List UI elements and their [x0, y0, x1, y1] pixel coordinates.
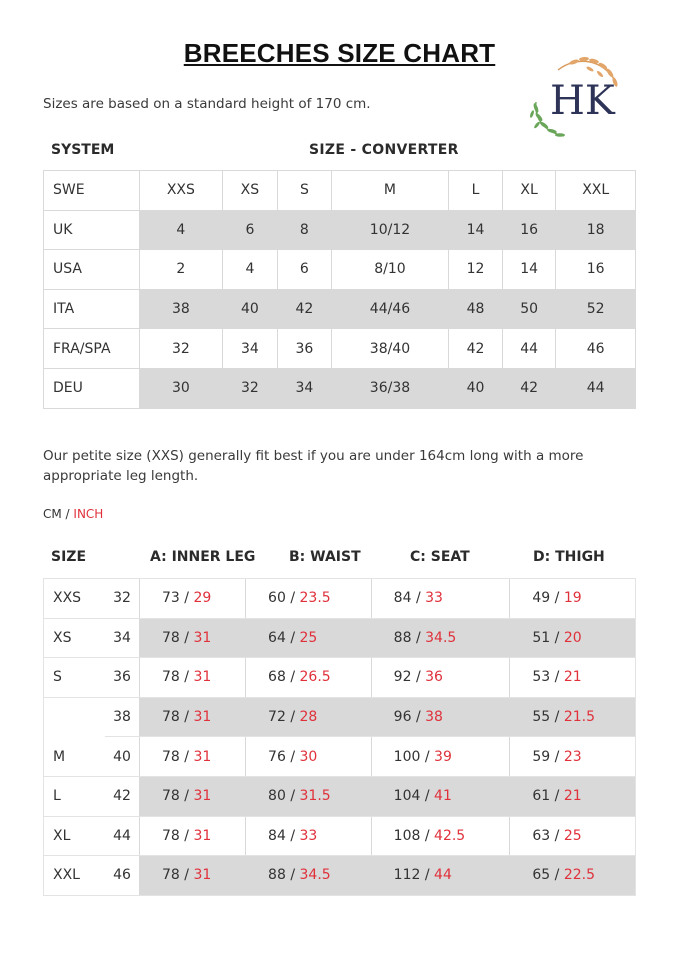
unit-separator: / — [411, 709, 426, 726]
converter-cell: 4 — [140, 210, 223, 250]
converter-title: SIZE - CONVERTER — [309, 142, 459, 158]
seat-cell — [371, 697, 510, 737]
unit-separator: / — [179, 827, 194, 844]
converter-cell: 50 — [502, 289, 556, 329]
converter-cell: M — [331, 171, 449, 211]
converter-cell: 32 — [140, 329, 223, 369]
converter-cell: S — [278, 171, 332, 211]
cm-value: 78 — [162, 788, 180, 805]
size-label: L — [44, 776, 106, 816]
inch-value: 28 — [299, 709, 318, 726]
inch-value: 23.5 — [299, 590, 331, 607]
cm-value: 78 — [162, 709, 180, 726]
waist-cell — [246, 776, 372, 816]
logo-text: HK — [550, 78, 615, 124]
measurement-table — [43, 578, 636, 896]
converter-cell: XXS — [140, 171, 223, 211]
inch-value: 33 — [299, 827, 318, 844]
unit-separator: / — [550, 629, 564, 646]
converter-cell: 14 — [449, 210, 503, 250]
converter-row — [44, 368, 636, 408]
inch-value: 31 — [193, 867, 212, 884]
inch-value: 31 — [193, 669, 212, 686]
inch-value: 22.5 — [563, 867, 595, 884]
waist-header: B: WAIST — [289, 549, 361, 565]
cm-value: 80 — [268, 788, 286, 805]
seat-cell — [371, 658, 510, 698]
thigh-cell — [510, 737, 636, 777]
cm-value: 64 — [268, 629, 286, 646]
unit-separator: / — [285, 669, 300, 686]
cm-value: 59 — [532, 748, 551, 765]
converter-cell: 8 — [278, 210, 332, 250]
converter-cell: 40 — [222, 289, 277, 329]
converter-cell: XL — [502, 171, 556, 211]
unit-separator: / — [420, 867, 435, 884]
size-converter-table — [43, 170, 636, 409]
unit-separator: / — [411, 629, 426, 646]
page-title: BREECHES SIZE CHART — [183, 38, 496, 68]
cm-value: 78 — [162, 748, 180, 765]
system-label: DEU — [44, 368, 140, 408]
converter-row — [44, 289, 636, 329]
seat-cell — [371, 618, 510, 658]
unit-separator: / — [550, 788, 564, 805]
inch-value: 21 — [563, 788, 582, 805]
inch-value: 31 — [193, 709, 212, 726]
units-inch: INCH — [73, 507, 104, 521]
units-cm: CM — [43, 507, 62, 521]
system-header: SYSTEM — [51, 142, 115, 158]
unit-separator: / — [285, 590, 300, 607]
inch-value: 33 — [425, 590, 443, 607]
units-sep: / — [61, 507, 74, 521]
thigh-cell — [510, 658, 636, 698]
inner-leg-header: A: INNER LEG — [150, 549, 256, 565]
inch-value: 34.5 — [425, 629, 457, 646]
converter-cell: 44/46 — [331, 289, 449, 329]
converter-row — [44, 210, 636, 250]
converter-cell: 36 — [278, 329, 332, 369]
measurement-header — [43, 546, 636, 572]
cm-value: 51 — [532, 629, 551, 646]
unit-separator: / — [285, 709, 300, 726]
measurement-row — [44, 856, 636, 896]
converter-cell: 4 — [222, 250, 277, 290]
converter-row — [44, 329, 636, 369]
eu-size: 32 — [105, 579, 140, 619]
converter-cell: 18 — [556, 210, 636, 250]
size-label: XS — [44, 618, 106, 658]
unit-separator: / — [179, 748, 194, 765]
converter-cell: 46 — [556, 329, 636, 369]
size-label — [44, 717, 106, 757]
cm-value: 78 — [162, 629, 180, 646]
converter-cell: 16 — [556, 250, 636, 290]
converter-row — [44, 171, 636, 211]
inner-leg-cell — [140, 737, 246, 777]
converter-cell: 32 — [222, 368, 277, 408]
converter-cell: XXL — [556, 171, 636, 211]
unit-separator: / — [550, 827, 564, 844]
inch-value: 19 — [563, 590, 582, 607]
waist-cell — [246, 579, 372, 619]
converter-cell: 12 — [449, 250, 503, 290]
unit-separator: / — [550, 748, 564, 765]
thigh-cell — [510, 697, 636, 737]
inch-value: 44 — [434, 867, 452, 884]
measurement-row — [44, 776, 636, 816]
eu-size: 44 — [105, 816, 140, 856]
cm-value: 78 — [162, 867, 180, 884]
converter-cell: 10/12 — [331, 210, 449, 250]
cm-value: 68 — [268, 669, 286, 686]
eu-size: 34 — [105, 618, 140, 658]
waist-cell — [246, 856, 372, 896]
eu-size: 40 — [105, 737, 140, 777]
cm-value: 55 — [532, 709, 551, 726]
inch-value: 25 — [563, 827, 582, 844]
cm-value: 53 — [532, 669, 551, 686]
converter-cell: 48 — [449, 289, 503, 329]
system-label: ITA — [44, 289, 140, 329]
converter-cell: 6 — [222, 210, 277, 250]
measurement-row — [44, 816, 636, 856]
inch-value: 41 — [434, 788, 452, 805]
eu-size: 42 — [105, 776, 140, 816]
inch-value: 21.5 — [563, 709, 595, 726]
seat-cell — [371, 856, 510, 896]
unit-separator: / — [285, 827, 300, 844]
seat-cell — [371, 816, 510, 856]
unit-separator: / — [179, 709, 194, 726]
inner-leg-cell — [140, 856, 246, 896]
converter-cell: 8/10 — [331, 250, 449, 290]
hk-laurel-logo-icon — [528, 52, 628, 144]
unit-separator: / — [179, 590, 194, 607]
system-label: SWE — [44, 171, 140, 211]
cm-value: 61 — [532, 788, 551, 805]
measurement-row — [44, 737, 636, 777]
inch-value: 23 — [563, 748, 582, 765]
thigh-cell — [510, 856, 636, 896]
cm-value: 112 — [393, 867, 421, 884]
size-label: XXS — [44, 579, 106, 619]
thigh-cell — [510, 816, 636, 856]
cm-value: 84 — [268, 827, 286, 844]
waist-cell — [246, 618, 372, 658]
cm-value: 73 — [162, 590, 180, 607]
inch-value: 21 — [563, 669, 582, 686]
cm-value: 84 — [393, 590, 412, 607]
seat-header: C: SEAT — [410, 549, 470, 565]
units-legend — [43, 507, 103, 521]
system-label: UK — [44, 210, 140, 250]
inch-value: 31 — [193, 748, 212, 765]
intro-text: Sizes are based on a standard height of 170 cm. — [43, 96, 371, 112]
converter-cell: 44 — [556, 368, 636, 408]
converter-cell: L — [449, 171, 503, 211]
cm-value: 78 — [162, 827, 180, 844]
converter-cell: XS — [222, 171, 277, 211]
inner-leg-cell — [140, 776, 246, 816]
inch-value: 31 — [193, 827, 212, 844]
unit-separator: / — [550, 590, 564, 607]
inch-value: 29 — [193, 590, 212, 607]
cm-value: 88 — [393, 629, 412, 646]
converter-cell: 38/40 — [331, 329, 449, 369]
cm-value: 100 — [393, 748, 421, 765]
measurement-row — [44, 579, 636, 619]
unit-separator: / — [411, 669, 426, 686]
inner-leg-cell — [140, 579, 246, 619]
inch-value: 25 — [299, 629, 318, 646]
converter-cell: 6 — [278, 250, 332, 290]
waist-cell — [246, 658, 372, 698]
converter-cell: 40 — [449, 368, 503, 408]
converter-cell: 34 — [278, 368, 332, 408]
converter-cell: 38 — [140, 289, 223, 329]
unit-separator: / — [179, 867, 194, 884]
inch-value: 31.5 — [299, 788, 331, 805]
size-header: SIZE — [51, 549, 87, 565]
cm-value: 65 — [532, 867, 551, 884]
measurement-row — [44, 697, 636, 737]
inch-value: 36 — [425, 669, 443, 686]
converter-row — [44, 250, 636, 290]
converter-cell: 42 — [502, 368, 556, 408]
seat-cell — [371, 737, 510, 777]
petite-note: Our petite size (XXS) generally fit best if you are under 164cm long with a more appropriate leg length. — [43, 448, 584, 484]
converter-cell: 44 — [502, 329, 556, 369]
inch-value: 38 — [425, 709, 443, 726]
converter-cell: 42 — [278, 289, 332, 329]
inch-value: 34.5 — [299, 867, 331, 884]
cm-value: 92 — [393, 669, 412, 686]
unit-separator: / — [550, 669, 564, 686]
eu-size: 46 — [105, 856, 140, 896]
converter-cell: 34 — [222, 329, 277, 369]
cm-value: 108 — [393, 827, 421, 844]
converter-cell: 52 — [556, 289, 636, 329]
measurement-row — [44, 618, 636, 658]
inch-value: 39 — [434, 748, 452, 765]
eu-size: 36 — [105, 658, 140, 698]
cm-value: 72 — [268, 709, 286, 726]
converter-cell: 42 — [449, 329, 503, 369]
seat-cell — [371, 579, 510, 619]
unit-separator: / — [285, 867, 300, 884]
unit-separator: / — [420, 827, 435, 844]
inch-value: 31 — [193, 788, 212, 805]
inch-value: 42.5 — [434, 827, 466, 844]
seat-cell — [371, 776, 510, 816]
eu-size: 38 — [105, 697, 140, 737]
measurement-row — [44, 658, 636, 698]
unit-separator: / — [550, 867, 564, 884]
unit-separator: / — [285, 629, 300, 646]
inner-leg-cell — [140, 658, 246, 698]
cm-value: 88 — [268, 867, 286, 884]
converter-header — [43, 140, 636, 170]
size-label: XL — [44, 816, 106, 856]
thigh-cell — [510, 618, 636, 658]
cm-value: 63 — [532, 827, 551, 844]
cm-value: 76 — [268, 748, 286, 765]
waist-cell — [246, 697, 372, 737]
cm-value: 104 — [393, 788, 421, 805]
converter-cell: 36/38 — [331, 368, 449, 408]
unit-separator: / — [179, 669, 194, 686]
converter-cell: 14 — [502, 250, 556, 290]
converter-cell: 16 — [502, 210, 556, 250]
cm-value: 60 — [268, 590, 286, 607]
size-label: S — [44, 658, 106, 698]
system-label: FRA/SPA — [44, 329, 140, 369]
waist-cell — [246, 737, 372, 777]
unit-separator: / — [550, 709, 564, 726]
size-label: XXL — [44, 856, 106, 896]
unit-separator: / — [420, 788, 435, 805]
cm-value: 96 — [393, 709, 412, 726]
inch-value: 30 — [299, 748, 318, 765]
thigh-cell — [510, 579, 636, 619]
unit-separator: / — [179, 629, 194, 646]
thigh-header: D: THIGH — [533, 549, 605, 565]
inch-value: 26.5 — [299, 669, 331, 686]
cm-value: 49 — [532, 590, 551, 607]
hk-logo — [528, 52, 628, 144]
converter-cell: 2 — [140, 250, 223, 290]
inch-value: 20 — [563, 629, 582, 646]
system-label: USA — [44, 250, 140, 290]
unit-separator: / — [285, 788, 300, 805]
inner-leg-cell — [140, 697, 246, 737]
inner-leg-cell — [140, 618, 246, 658]
cm-value: 78 — [162, 669, 180, 686]
unit-separator: / — [285, 748, 300, 765]
thigh-cell — [510, 776, 636, 816]
unit-separator: / — [420, 748, 435, 765]
inch-value: 31 — [193, 629, 212, 646]
unit-separator: / — [179, 788, 194, 805]
inner-leg-cell — [140, 816, 246, 856]
waist-cell — [246, 816, 372, 856]
converter-cell: 30 — [140, 368, 223, 408]
unit-separator: / — [411, 590, 426, 607]
